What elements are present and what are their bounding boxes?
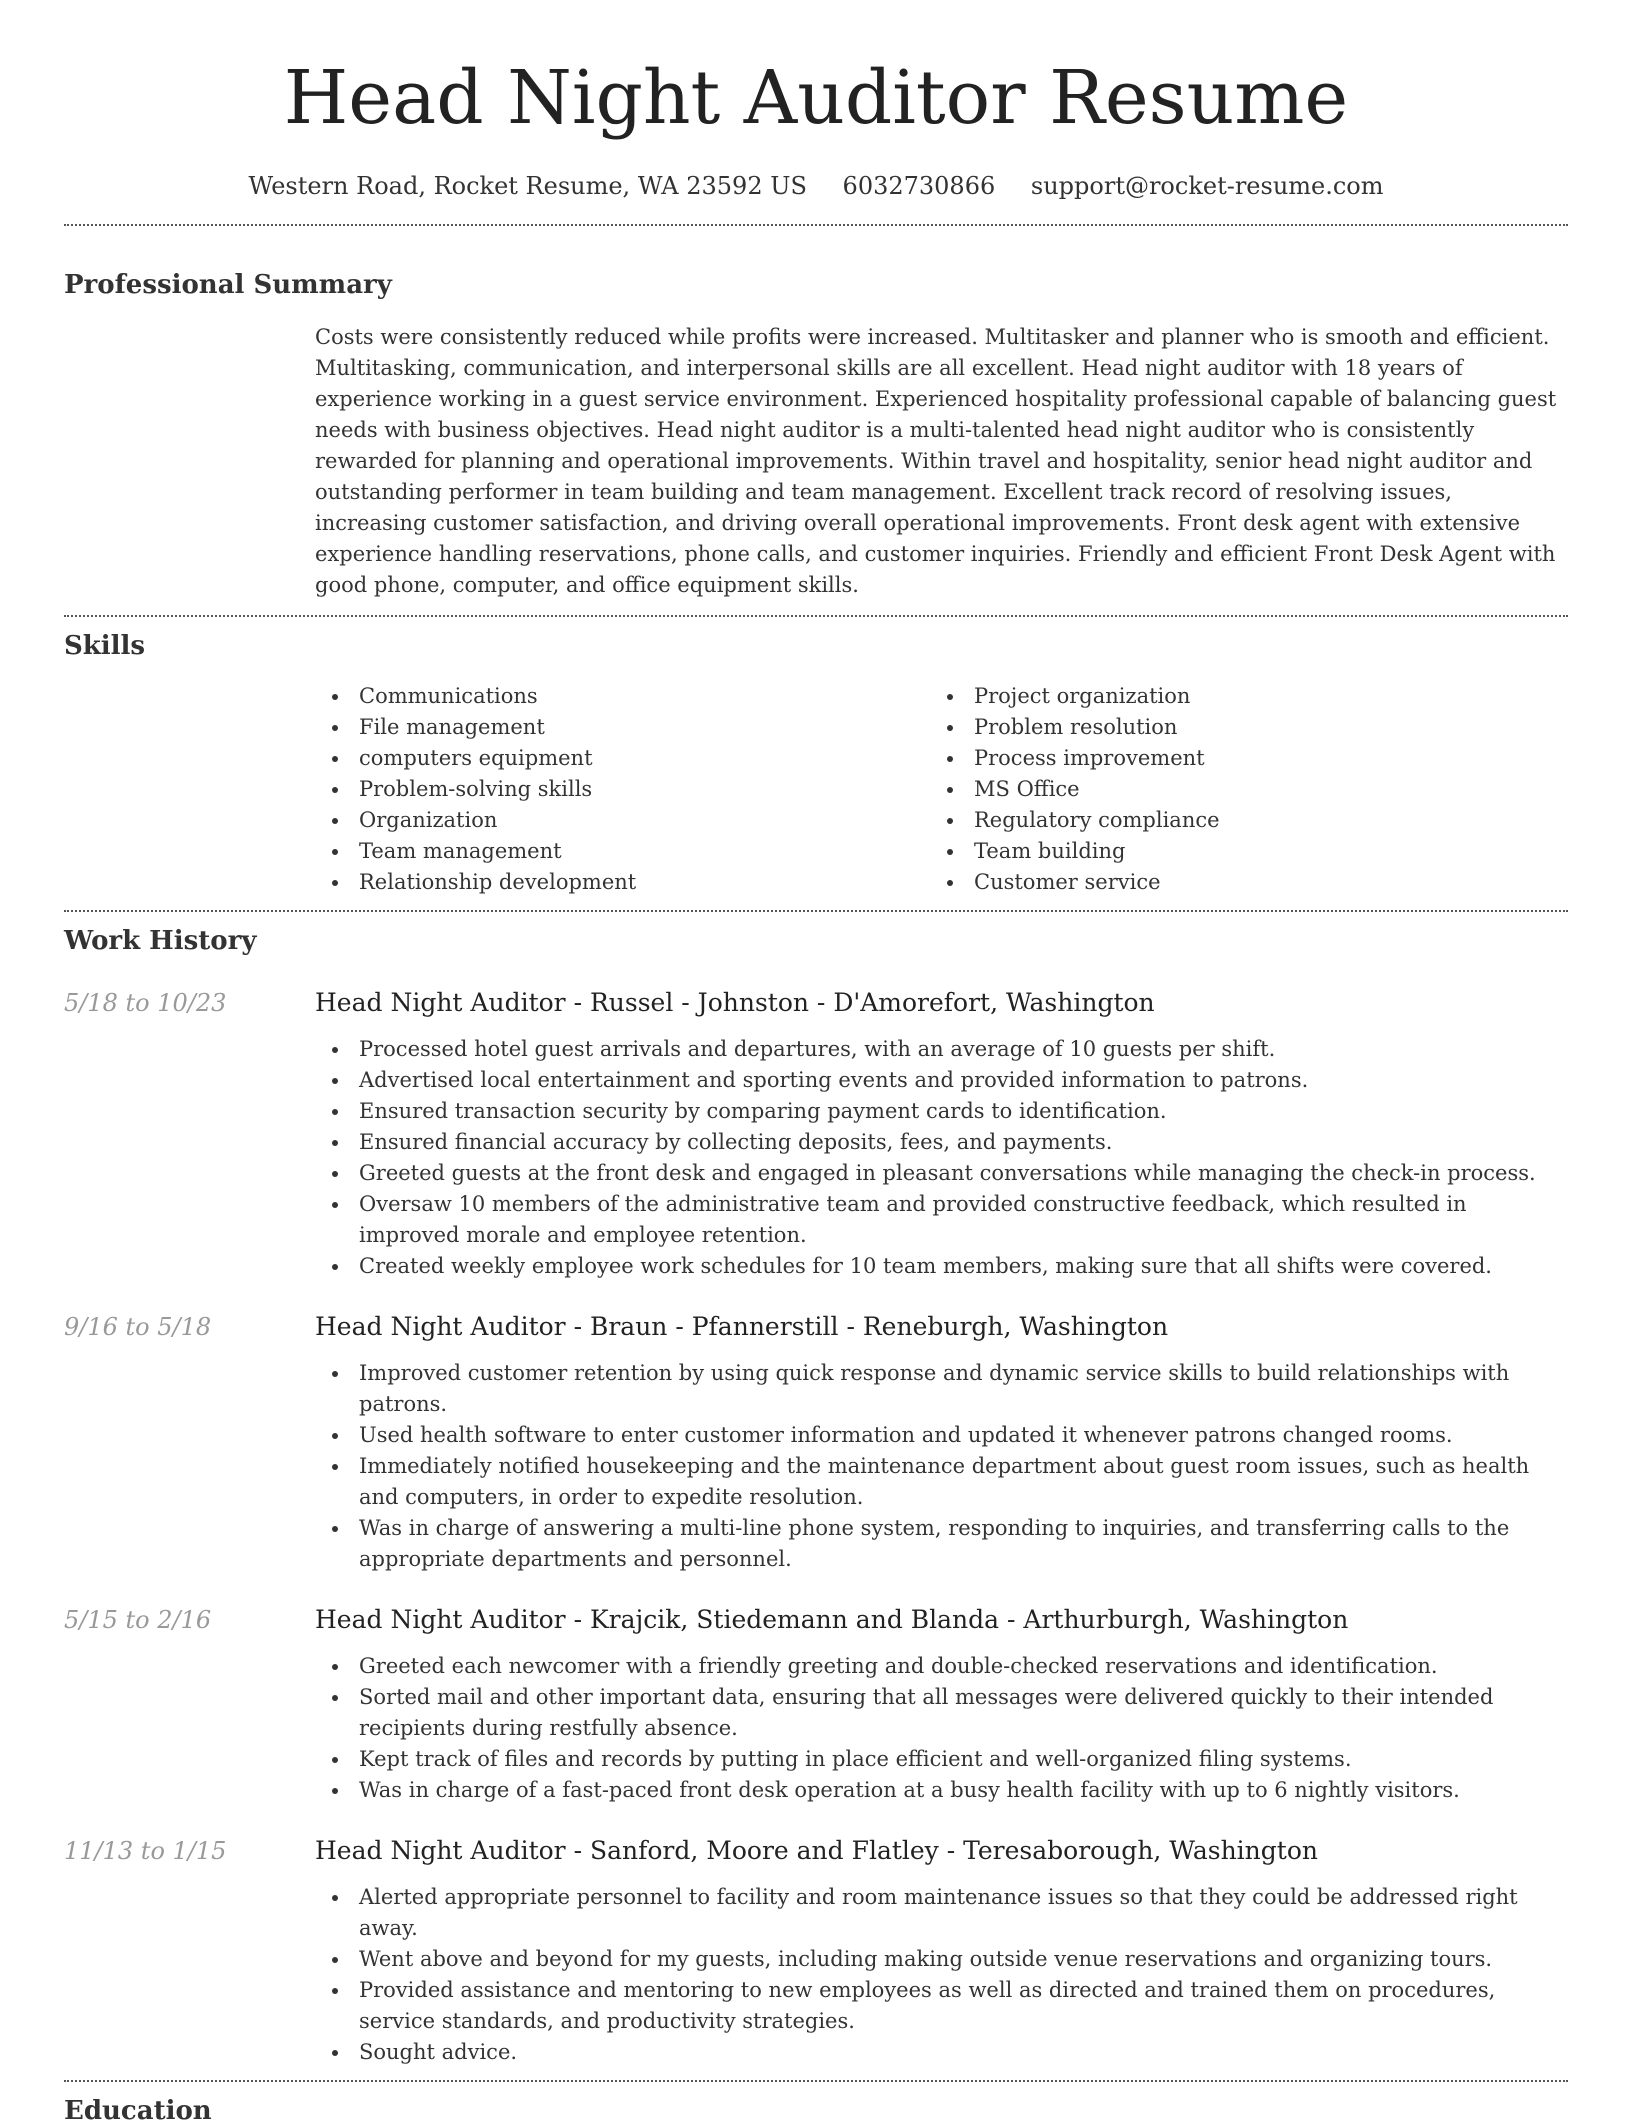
contact-address: Western Road, Rocket Resume, WA 23592 US xyxy=(248,172,807,200)
job-bullet: Ensured transaction security by comparing payment cards to identification. xyxy=(315,1096,1568,1127)
skill-item: Team building xyxy=(930,836,1545,867)
job-bullet: Immediately notified housekeeping and the maintenance department about guest room issues, such as health and computers, in order to expedite resolution. xyxy=(315,1451,1568,1513)
skills-columns xyxy=(315,681,1568,898)
job-bullet: Sought advice. xyxy=(315,2037,1568,2068)
contact-line xyxy=(64,170,1568,202)
job-dates: 11/13 to 1/15 xyxy=(64,1837,227,1865)
job-dates: 9/16 to 5/18 xyxy=(64,1313,212,1341)
skill-item: computers equipment xyxy=(315,743,930,774)
job-bullet: Oversaw 10 members of the administrative team and provided constructive feedback, which resulted in improved morale and employee retention. xyxy=(315,1189,1568,1251)
job-bullet: Ensured financial accuracy by collecting deposits, fees, and payments. xyxy=(315,1127,1568,1158)
skill-item: Team management xyxy=(315,836,930,867)
job-header xyxy=(64,1603,1568,1637)
contact-email: support@rocket-resume.com xyxy=(1030,172,1384,200)
job-bullet: Sorted mail and other important data, ensuring that all messages were delivered quickly to their intended recipients during restfully absence. xyxy=(315,1682,1568,1744)
skill-item: Organization xyxy=(315,805,930,836)
job-bullet: Improved customer retention by using quick response and dynamic service skills to build relationships with patrons. xyxy=(315,1358,1568,1420)
job-header xyxy=(64,1310,1568,1344)
job-bullets xyxy=(315,1034,1568,1282)
job-header xyxy=(64,986,1568,1020)
skill-item: Process improvement xyxy=(930,743,1545,774)
job-bullets xyxy=(315,1882,1568,2068)
job-bullets xyxy=(315,1358,1568,1575)
skill-item: Project organization xyxy=(930,681,1545,712)
section-heading-summary: Professional Summary xyxy=(64,270,392,300)
job-bullet: Greeted guests at the front desk and engaged in pleasant conversations while managing the check-in process. xyxy=(315,1158,1568,1189)
job-entry xyxy=(64,1310,1568,1575)
page-title: Head Night Auditor Resume xyxy=(283,55,1349,141)
job-entry xyxy=(64,1834,1568,2068)
job-bullet: Processed hotel guest arrivals and departures, with an average of 10 guests per shift. xyxy=(315,1034,1568,1065)
job-bullet: Alerted appropriate personnel to facility and room maintenance issues so that they could be addressed right away. xyxy=(315,1882,1568,1944)
skill-item: Problem-solving skills xyxy=(315,774,930,805)
job-bullet: Greeted each newcomer with a friendly greeting and double-checked reservations and identification. xyxy=(315,1651,1568,1682)
skills-list-right xyxy=(930,681,1545,898)
skill-item: Regulatory compliance xyxy=(930,805,1545,836)
divider xyxy=(64,224,1568,226)
job-title: Head Night Auditor - Sanford, Moore and Flatley - Teresaborough, Washington xyxy=(315,1836,1318,1865)
skill-item: File management xyxy=(315,712,930,743)
job-title: Head Night Auditor - Russel - Johnston - D'Amorefort, Washington xyxy=(315,988,1155,1017)
job-entry xyxy=(64,986,1568,1282)
job-bullet: Went above and beyond for my guests, including making outside venue reservations and organizing tours. xyxy=(315,1944,1568,1975)
job-bullet: Was in charge of a fast-paced front desk operation at a busy health facility with up to 6 nightly visitors. xyxy=(315,1775,1568,1806)
skill-item: Relationship development xyxy=(315,867,930,898)
job-bullet: Created weekly employee work schedules for 10 team members, making sure that all shifts were covered. xyxy=(315,1251,1568,1282)
divider xyxy=(64,910,1568,912)
skills-list-left xyxy=(315,681,930,898)
job-header xyxy=(64,1834,1568,1868)
job-bullet: Kept track of files and records by putting in place efficient and well-organized filing systems. xyxy=(315,1744,1568,1775)
job-bullet: Advertised local entertainment and sporting events and provided information to patrons. xyxy=(315,1065,1568,1096)
contact-phone: 6032730866 xyxy=(842,172,996,200)
job-title: Head Night Auditor - Braun - Pfannerstill - Reneburgh, Washington xyxy=(315,1312,1169,1341)
job-title: Head Night Auditor - Krajcik, Stiedemann and Blanda - Arthurburgh, Washington xyxy=(315,1605,1349,1634)
divider xyxy=(64,2080,1568,2082)
job-bullet: Was in charge of answering a multi-line phone system, responding to inquiries, and transferring calls to the appropriate departments and personnel. xyxy=(315,1513,1568,1575)
divider xyxy=(64,615,1568,617)
job-bullet: Used health software to enter customer information and updated it whenever patrons changed rooms. xyxy=(315,1420,1568,1451)
job-bullets xyxy=(315,1651,1568,1806)
skill-item: Problem resolution xyxy=(930,712,1545,743)
job-dates: 5/18 to 10/23 xyxy=(64,989,227,1017)
section-heading-work: Work History xyxy=(64,926,257,956)
job-bullet: Provided assistance and mentoring to new employees as well as directed and trained them on procedures, service standards, and productivity strategies. xyxy=(315,1975,1568,2037)
skill-item: Communications xyxy=(315,681,930,712)
job-dates: 5/15 to 2/16 xyxy=(64,1606,212,1634)
summary-text: Costs were consistently reduced while profits were increased. Multitasker and planner who is smooth and efficient. Multitasking, communication, and interpersonal skills are all excellent. Head night auditor with 18 years of experience working in a guest service environment. Experienced hospitality professional capable of balancing guest needs with business objectives. Head night auditor is a multi-talented head night auditor who is consistently rewarded for planning and operational improvements. Within travel and hospitality, senior head night auditor and outstanding performer in team building and team management. Excellent track record of resolving issues, increasing customer satisfaction, and driving overall operational improvements. Front desk agent with extensive experience handling reservations, phone calls, and customer inquiries. Friendly and efficient Front Desk Agent with good phone, computer, and office equipment skills. xyxy=(315,325,1557,597)
skill-item: Customer service xyxy=(930,867,1545,898)
section-heading-education: Education xyxy=(64,2096,212,2126)
section-heading-skills: Skills xyxy=(64,631,146,661)
skill-item: MS Office xyxy=(930,774,1545,805)
job-entry xyxy=(64,1603,1568,1806)
